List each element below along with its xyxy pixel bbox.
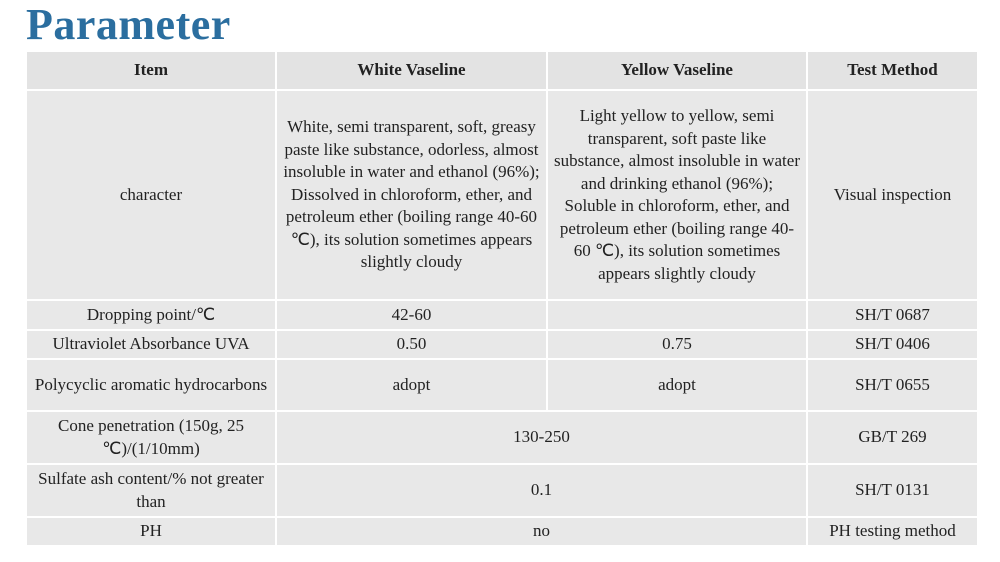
table-header-row	[26, 51, 978, 90]
cell-item: Ultraviolet Absorbance UVA	[26, 330, 276, 359]
table-row	[26, 300, 978, 330]
table-row	[26, 90, 978, 300]
cell-both: 130-250	[276, 411, 807, 464]
cell-white: 0.50	[276, 330, 547, 359]
cell-method: GB/T 269	[807, 411, 978, 464]
cell-item: PH	[26, 517, 276, 546]
cell-item: Polycyclic aromatic hydrocarbons	[26, 359, 276, 411]
header-yellow-vaseline: Yellow Vaseline	[547, 51, 807, 90]
cell-item: Sulfate ash content/% not greater than	[26, 464, 276, 517]
cell-yellow: 0.75	[547, 330, 807, 359]
header-white-vaseline: White Vaseline	[276, 51, 547, 90]
header-test-method: Test Method	[807, 51, 978, 90]
table-row	[26, 411, 978, 464]
cell-white: 42-60	[276, 300, 547, 330]
page-title: Parameter	[26, 0, 231, 49]
parameter-table	[25, 50, 979, 547]
cell-white: adopt	[276, 359, 547, 411]
table-row	[26, 517, 978, 546]
cell-method: Visual inspection	[807, 90, 978, 300]
cell-method: PH testing method	[807, 517, 978, 546]
cell-both: 0.1	[276, 464, 807, 517]
cell-item: Cone penetration (150g, 25 ℃)/(1/10mm)	[26, 411, 276, 464]
cell-method: SH/T 0655	[807, 359, 978, 411]
cell-method: SH/T 0687	[807, 300, 978, 330]
table-row	[26, 359, 978, 411]
cell-yellow	[547, 300, 807, 330]
cell-white: White, semi transparent, soft, greasy paste like substance, odorless, almost insoluble in water and ethanol (96%); Dissolved in chloroform, ether, and petroleum ether (boiling range 40-60 ℃), its solution sometimes appears slightly cloudy	[276, 90, 547, 300]
table-row	[26, 330, 978, 359]
cell-yellow: adopt	[547, 359, 807, 411]
cell-both: no	[276, 517, 807, 546]
cell-method: SH/T 0131	[807, 464, 978, 517]
cell-yellow: Light yellow to yellow, semi transparent, soft paste like substance, almost insoluble in water and drinking ethanol (96%); Soluble in chloroform, ether, and petroleum ether (boiling range 40-60 ℃), its solution sometimes appears slightly cloudy	[547, 90, 807, 300]
cell-item: character	[26, 90, 276, 300]
header-item: Item	[26, 51, 276, 90]
table-row	[26, 464, 978, 517]
cell-item: Dropping point/℃	[26, 300, 276, 330]
cell-method: SH/T 0406	[807, 330, 978, 359]
